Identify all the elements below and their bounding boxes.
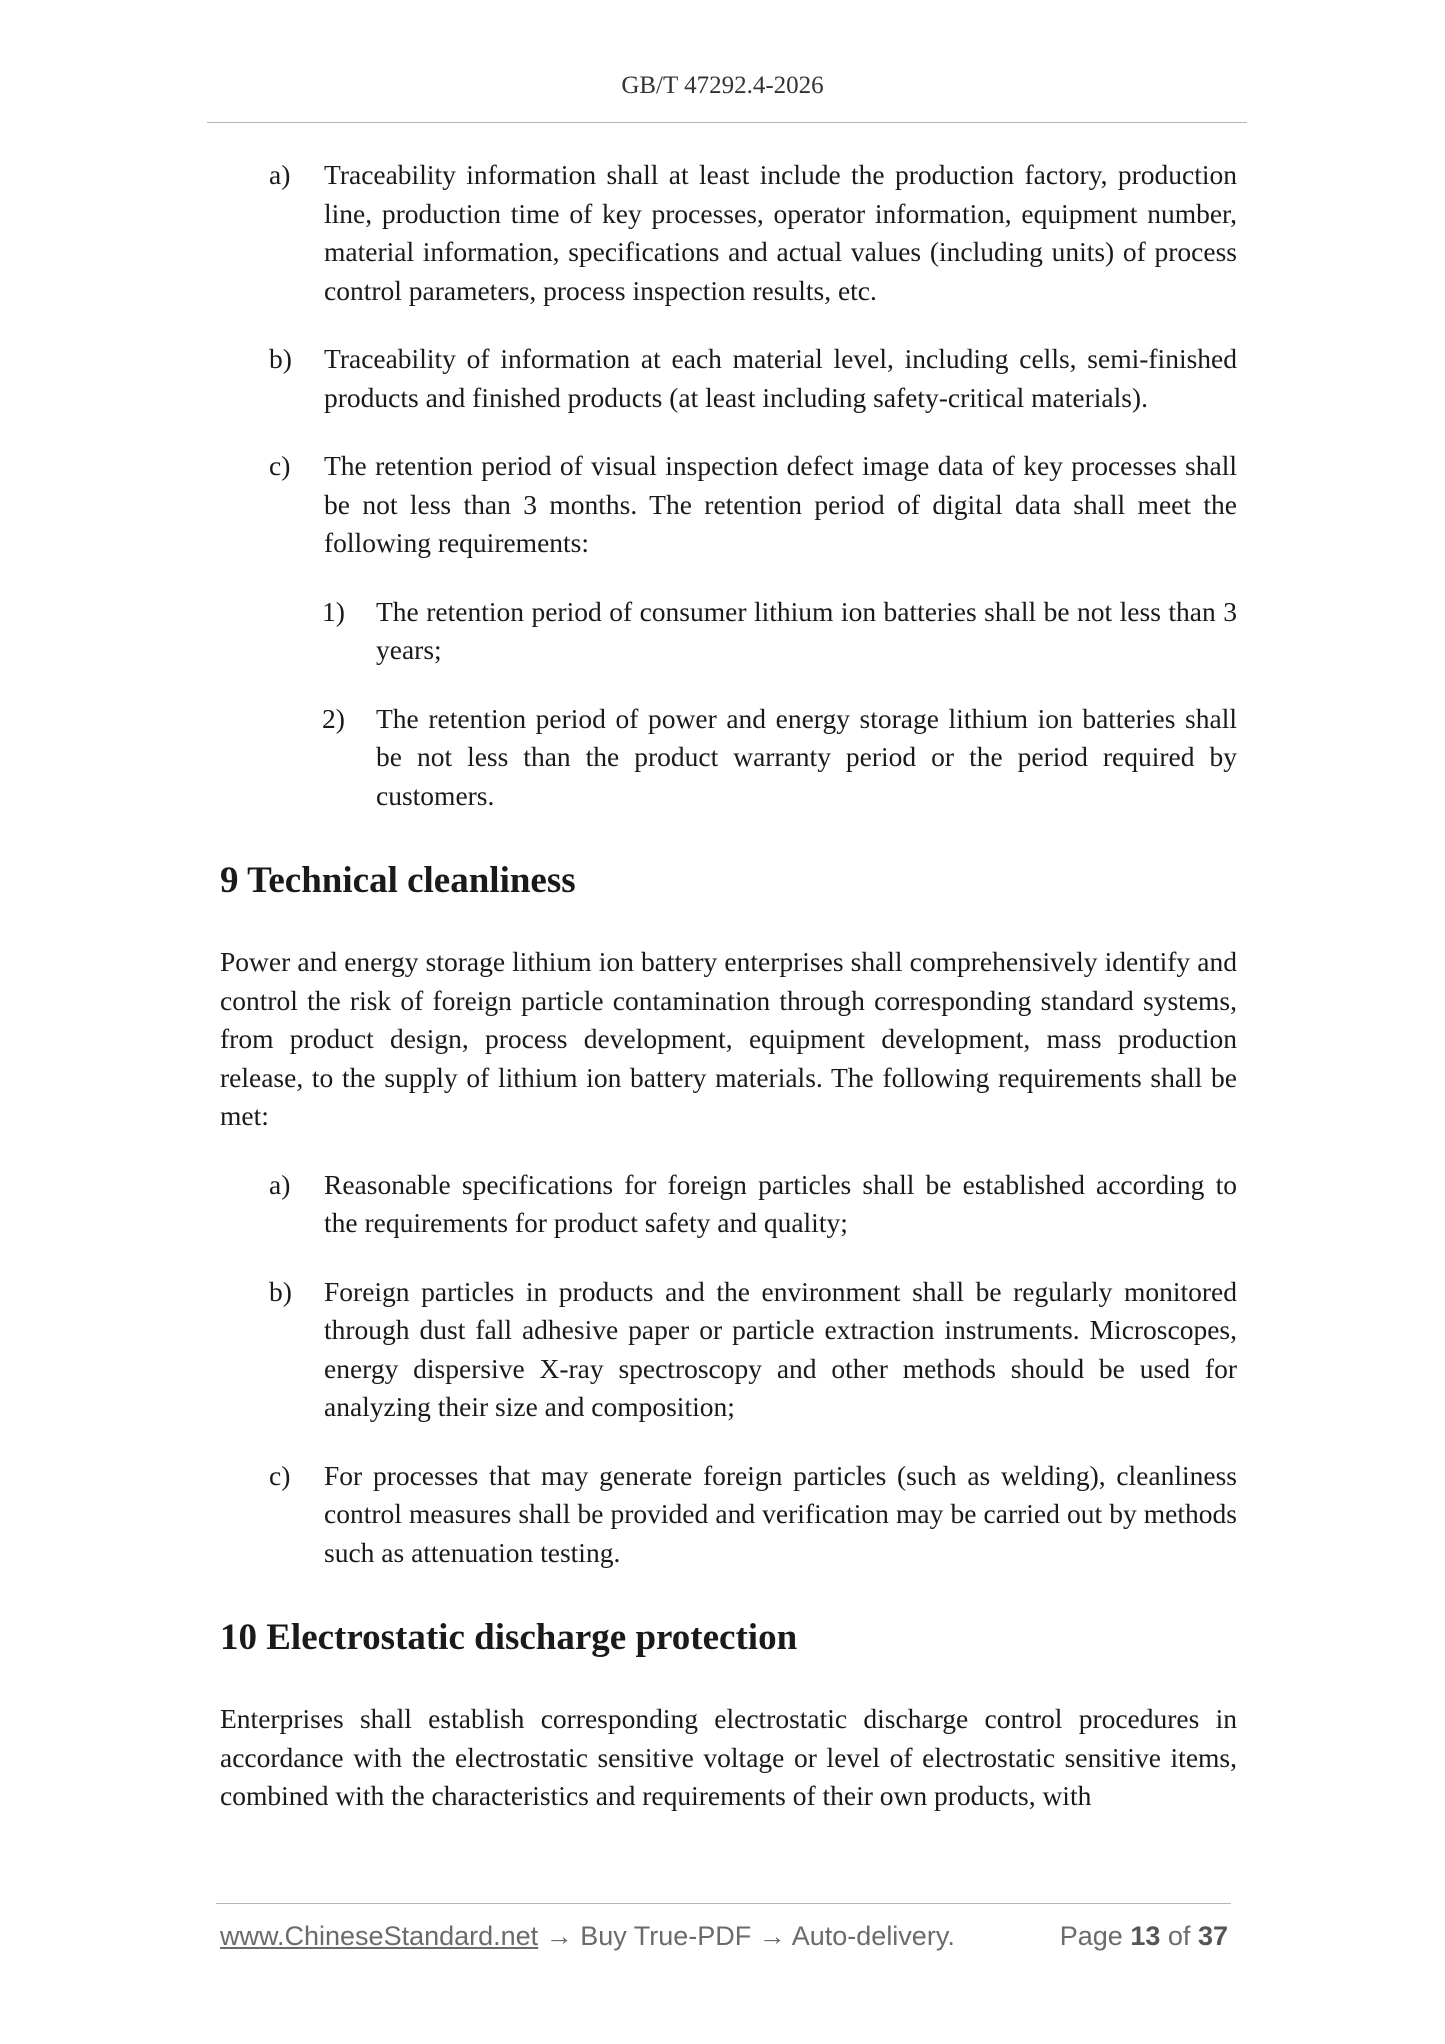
list-marker: b): [269, 1275, 292, 1307]
section-9-heading: 9 Technical cleanliness: [220, 860, 576, 901]
document-code-header: GB/T 47292.4-2026: [621, 72, 824, 99]
current-page-number: 13: [1130, 1921, 1161, 1951]
list-item-text: Reasonable specifications for foreign particles shall be established according to the requirements for product safety and quality;: [324, 1168, 1237, 1238]
page-indicator: [1060, 1921, 1228, 1952]
footer-divider: [216, 1903, 1231, 1904]
section-10-heading: 10 Electrostatic discharge protection: [220, 1617, 798, 1658]
list-marker: c): [269, 450, 291, 481]
list-marker: b): [269, 343, 292, 374]
page-body: [220, 156, 1237, 1846]
list-item-text: The retention period of visual inspection defect image data of key processes shall be not less than 3 months. The retention period of digital data shall meet the following requirements:: [324, 450, 1237, 558]
list-item: [220, 447, 1237, 563]
list-item: [220, 1166, 1237, 1243]
sublist-marker: 1): [322, 595, 345, 627]
list-item: [220, 340, 1237, 417]
list-item-text: For processes that may generate foreign particles (such as welding), cleanliness control measures shall be provided and verification may be carried out by methods such as attenuation testing.: [324, 1459, 1237, 1568]
list-item: [220, 156, 1237, 310]
list-marker: c): [269, 1459, 291, 1491]
total-page-count: 37: [1197, 1921, 1228, 1951]
footer-tagline: → Buy True-PDF → Auto-delivery.: [538, 1921, 955, 1951]
sublist-item: [220, 700, 1237, 816]
list-item: [220, 1457, 1237, 1573]
sublist-item: [220, 593, 1237, 670]
list-marker: a): [269, 159, 291, 190]
section-10-intro: Enterprises shall establish corresponding electrostatic discharge control procedures in accordance with the electrostatic sensitive voltage or level of electrostatic sensitive items, combined with the characteristics and requirements of their own products, with: [220, 1703, 1237, 1811]
sublist-marker: 2): [322, 702, 345, 734]
list-item-text: Traceability information shall at least include the production factory, production line, production time of key processes, operator information, equipment number, material information, specifications and actual values (including units) of process control parameters, process inspection results, etc.: [324, 159, 1237, 306]
of-word: of: [1167, 1921, 1191, 1951]
page-word: Page: [1059, 1921, 1123, 1951]
list-item-text: Traceability of information at each material level, including cells, semi-finished products and finished products (at least including safety-critical materials).: [324, 343, 1237, 413]
header-divider: [207, 122, 1247, 123]
website-link[interactable]: www.ChineseStandard.net: [220, 1921, 539, 1951]
sublist-item-text: The retention period of consumer lithium ion batteries shall be not less than 3 years;: [376, 595, 1237, 665]
sublist-item-text: The retention period of power and energy storage lithium ion batteries shall be not less than the product warranty period or the period required by customers.: [376, 702, 1237, 811]
list-item-text: Foreign particles in products and the environment shall be regularly monitored through dust fall adhesive paper or particle extraction instruments. Microscopes, energy dispersive X-ray spectroscopy and other methods should be used for analyzing their size and composition;: [324, 1275, 1237, 1422]
section-9-intro: Power and energy storage lithium ion battery enterprises shall comprehensively identify and control the risk of foreign particle contamination through corresponding standard systems, from product design, process development, equipment development, mass production release, to the supply of lithium ion battery materials. The following requirements shall be met:: [220, 946, 1237, 1131]
list-marker: a): [269, 1168, 291, 1200]
list-item: [220, 1273, 1237, 1427]
